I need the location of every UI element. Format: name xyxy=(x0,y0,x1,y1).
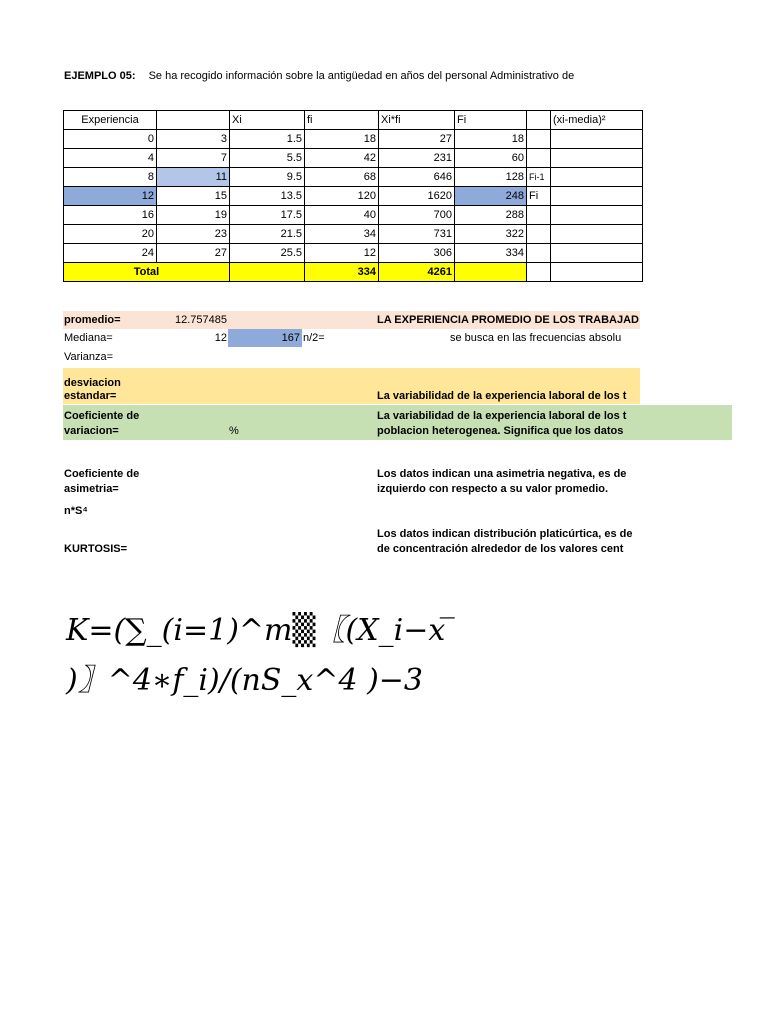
cv-unit: % xyxy=(229,425,239,437)
mediana-text: se busca en las frecuencias absolu xyxy=(450,332,622,344)
fi-label: Fi xyxy=(527,187,551,206)
median-Fi-cell: 248 xyxy=(455,187,527,206)
promedio-text: LA EXPERIENCIA PROMEDIO DE LOS TRABAJAD xyxy=(377,314,639,326)
total-label: Total xyxy=(64,263,230,282)
median-row: 12 15 13.5 120 1620 248 Fi xyxy=(64,187,643,206)
example-label: EJEMPLO 05: xyxy=(64,70,136,82)
kurt-label: KURTOSIS= xyxy=(64,543,128,555)
table-row: 8 11 9.5 68 646 128 Fi-1 xyxy=(64,168,643,187)
header-xi-media: (xi-media)² xyxy=(551,111,643,130)
promedio-label: promedio= xyxy=(64,314,121,326)
header-fi: fi xyxy=(305,111,379,130)
example-description: Se ha recogido información sobre la antigüedad en años del personal Administrativo de xyxy=(148,70,575,82)
table-row: 24 27 25.5 12 306 334 xyxy=(64,244,643,263)
n2-label: n/2= xyxy=(303,332,325,344)
title-line xyxy=(64,70,640,82)
varianza-label: Varianza= xyxy=(64,351,114,363)
total-xifi: 4261 xyxy=(379,263,455,282)
asim-text-2: izquierdo con respecto a su valor promedio. xyxy=(377,483,609,495)
cv-text-1: La variabilidad de la experiencia laboral de los t xyxy=(377,410,627,422)
ns4-label: n*S⁴ xyxy=(64,505,88,517)
header-row xyxy=(64,111,643,130)
header-blank xyxy=(527,111,551,130)
median-class-cell: 12 xyxy=(64,187,157,206)
table-row: 16 19 17.5 40 700 288 xyxy=(64,206,643,225)
kurt-text-2: de concentración alrededor de los valores cent xyxy=(377,543,624,555)
desv-label-2: estandar= xyxy=(64,390,117,402)
fi-minus-label: Fi-1 xyxy=(527,168,551,187)
table-row: 20 23 21.5 34 731 322 xyxy=(64,225,643,244)
kurt-text-1: Los datos indican distribución platicúrtica, es de xyxy=(377,528,633,540)
promedio-value: 12.757485 xyxy=(175,314,227,326)
cv-label-2: variacion= xyxy=(64,425,119,437)
cv-label-1: Coeficiente de xyxy=(64,410,140,422)
cv-text-2: poblacion heterogenea. Significa que los datos xyxy=(377,425,624,437)
table-row: 4 7 5.5 42 231 60 xyxy=(64,149,643,168)
header-xifi: Xi*fi xyxy=(379,111,455,130)
frequency-table xyxy=(63,110,643,282)
mediana-value: 12 xyxy=(214,332,227,344)
lower-class-cell: 11 xyxy=(157,168,230,187)
table-row: 0 3 1.5 18 27 18 xyxy=(64,130,643,149)
mediana-label: Mediana= xyxy=(64,332,113,344)
total-fi: 334 xyxy=(305,263,379,282)
header-xi: Xi xyxy=(230,111,305,130)
header-experiencia: Experiencia xyxy=(64,111,157,130)
formula-line-1: K=(∑_(i=1)^m▒〖(X_i−x ̅ xyxy=(66,613,455,648)
total-row xyxy=(64,263,643,282)
desv-label-1: desviacion xyxy=(64,377,121,389)
asim-label-1: Coeficiente de xyxy=(64,468,140,480)
header-Fi: Fi xyxy=(455,111,527,130)
desv-text: La variabilidad de la experiencia laboral de los t xyxy=(377,390,627,402)
formula-line-2: )〗^4∗f_i)/(nS_x^4 )−3 xyxy=(66,663,424,698)
asim-text-1: Los datos indican una asimetria negativa, es de xyxy=(377,468,627,480)
n2-value: 167 xyxy=(228,329,302,347)
kurtosis-formula xyxy=(66,606,455,706)
asim-label-2: asimetria= xyxy=(64,483,119,495)
